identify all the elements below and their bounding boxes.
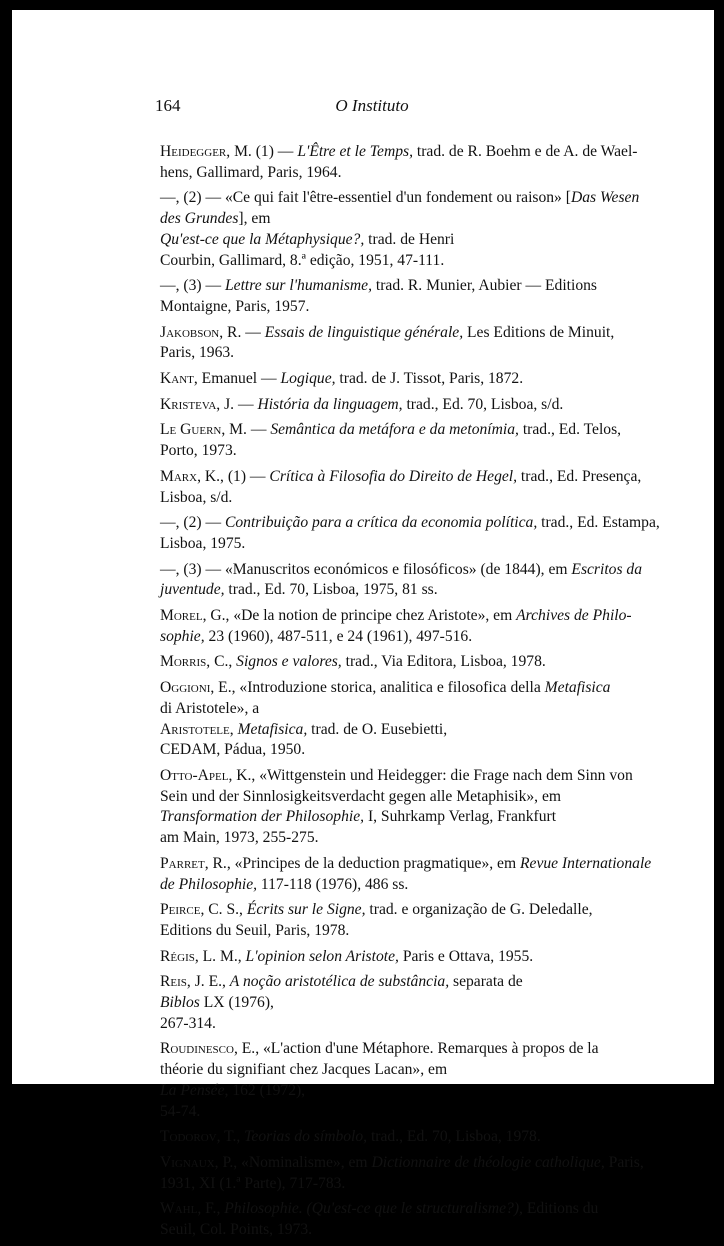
entry-text: théorie du signifiant chez Jacques Lacan», em	[160, 1061, 448, 1079]
entry-line	[160, 467, 642, 488]
entry-line	[160, 1102, 626, 1123]
entry-text: Montaigne, Paris, 1957.	[160, 297, 310, 315]
entry-line	[160, 1199, 626, 1220]
entry-line	[160, 343, 626, 364]
entry-line	[160, 230, 626, 251]
entry-line	[160, 488, 626, 509]
entry-text: trad., Ed. 70, Lisboa, 1975, 81 ss.	[224, 581, 438, 599]
entry-text: trad., Via Editora, Lisboa, 1978.	[341, 653, 546, 671]
entry-title: sophie,	[160, 627, 205, 645]
entry-line	[160, 1127, 626, 1148]
entry-text: , R. —	[219, 323, 265, 341]
entry-title: juventude,	[160, 581, 225, 599]
entry-line	[160, 163, 626, 184]
entry-text: , L. M.,	[194, 947, 246, 965]
entry-title: Metafisica	[544, 679, 611, 697]
bibliography-entry	[160, 947, 626, 968]
entry-text: Paris,	[604, 1153, 644, 1171]
entry-title: Essais de linguistique générale,	[264, 323, 464, 341]
entry-text: Seuil, Col. Points, 1973.	[160, 1221, 313, 1239]
entry-author: Otto-Apel	[160, 766, 229, 784]
entry-author: Morel	[160, 607, 203, 625]
entry-line	[160, 1039, 626, 1060]
entry-author: Régis	[160, 947, 195, 965]
entry-line	[160, 787, 626, 808]
entry-title: Logique,	[280, 370, 336, 388]
entry-title: La Pensée,	[160, 1081, 229, 1099]
entry-title: L'Être et le Temps,	[297, 143, 413, 160]
entry-author: Todorov	[160, 1128, 217, 1146]
entry-title: Escritos da	[571, 560, 643, 578]
entry-title: Qu'est-ce que la Métaphysique?,	[160, 230, 365, 248]
entry-author: Peirce	[160, 901, 201, 919]
entry-title: Lettre sur l'humanisme,	[224, 277, 372, 295]
entry-text: separata de	[449, 973, 523, 991]
entry-text: Les Editions de Minuit,	[463, 323, 615, 341]
entry-author: Marx	[160, 467, 198, 485]
entry-text: , C. S.,	[200, 901, 247, 919]
bibliography-entry	[160, 678, 626, 761]
entry-author: Le Guern	[160, 421, 222, 439]
entry-line	[160, 972, 626, 993]
entry-text: , M. (1) —	[226, 143, 298, 160]
entry-text: trad., Ed. 70, Lisboa, 1978.	[367, 1128, 541, 1146]
page-number: 164	[155, 96, 181, 115]
entry-text: Editions du	[522, 1200, 599, 1218]
bibliography-entry	[160, 395, 626, 416]
entry-title: Transformation der Philosophie,	[160, 808, 365, 826]
entry-text: trad., Ed. Estampa,	[537, 514, 660, 532]
bibliography-entry	[160, 560, 643, 601]
entry-text: Editions du Seuil, Paris, 1978.	[160, 921, 350, 939]
entry-text: Paris e Ottava, 1955.	[398, 947, 534, 965]
entry-text: , R., «Principes de la deduction pragmatique», em	[204, 854, 520, 872]
entry-text: Porto, 1973.	[160, 442, 237, 460]
entry-text: Paris, 1963.	[160, 344, 235, 362]
entry-line	[160, 369, 626, 390]
entry-line	[160, 420, 626, 441]
entry-text: Lisboa, 1975.	[160, 534, 246, 552]
entry-line	[160, 297, 626, 318]
entry-title: Écrits sur le Signe,	[246, 901, 366, 919]
bibliography-entry	[160, 972, 626, 1034]
entry-title: Signos e valores,	[236, 653, 342, 671]
entry-line	[160, 699, 626, 720]
entry-line	[160, 188, 640, 209]
entry-author: Jakobson	[160, 323, 220, 341]
entry-author: Wahl	[160, 1200, 198, 1218]
bibliography-entry	[160, 606, 632, 647]
entry-title: Revue Internationale	[520, 854, 652, 872]
bibliography-entry	[160, 513, 660, 554]
bibliography-entry	[160, 900, 626, 941]
entry-text: —, (2) —	[160, 514, 225, 532]
running-title: O Instituto	[335, 96, 409, 115]
entry-line	[160, 828, 626, 849]
entry-title: A noção aristotélica de substância,	[229, 973, 450, 991]
entry-text: trad. de J. Tissot, Paris, 1872.	[335, 370, 524, 388]
entry-text: 267-314.	[160, 1014, 216, 1032]
entry-text: trad. de O. Eusebietti,	[307, 720, 448, 738]
entry-line	[160, 875, 626, 896]
entry-text: LX (1976),	[199, 994, 274, 1012]
document-page	[12, 10, 714, 1239]
entry-text: trad. de R. Boehm e de A. de Wael-	[412, 143, 638, 160]
bibliography-entry	[160, 1153, 644, 1194]
bibliography-entry	[160, 323, 626, 364]
entry-line	[160, 678, 626, 699]
entry-line	[160, 1153, 644, 1174]
bibliography-entry	[160, 766, 633, 849]
entry-text: trad., Ed. Presença,	[517, 467, 642, 485]
entry-line	[160, 251, 626, 272]
entry-text: 162 (1972),	[228, 1081, 306, 1099]
entry-author: Vignaux	[160, 1153, 215, 1171]
entry-line	[160, 606, 632, 627]
bibliography-entry	[160, 188, 640, 271]
entry-text: , E., «Introduzione storica, analitica e filosofica della	[210, 679, 545, 697]
entry-line	[160, 276, 626, 297]
entry-text: , F.,	[197, 1200, 225, 1218]
entry-author: Kant	[160, 370, 194, 388]
entry-text: , E., «L'action d'une Métaphore. Remarques à propos de la	[233, 1040, 599, 1058]
bibliography-entry	[160, 652, 626, 673]
entry-title: Biblos	[160, 994, 200, 1012]
entry-line	[160, 323, 626, 344]
entry-line	[160, 560, 643, 581]
entry-text: , J. —	[216, 395, 258, 413]
entry-text: —, (2) — «Ce qui fait l'être-essentiel d'un fondement ou raison» [	[160, 189, 571, 207]
entry-title: Das Wesen	[570, 189, 640, 207]
entry-title: Semântica da metáfora e da metonímia,	[270, 421, 519, 439]
entry-text: , J. E.,	[186, 973, 230, 991]
entry-text: Lisboa, s/d.	[160, 488, 233, 506]
entry-author: Reis	[160, 973, 187, 991]
entry-line	[160, 395, 626, 416]
entry-author: Oggioni	[160, 679, 211, 697]
entry-text: ], em	[238, 210, 271, 228]
entry-title: Contribuição para a crítica da economia política,	[224, 514, 538, 532]
bibliography-entry	[160, 1039, 626, 1122]
entry-title: Metafisica,	[237, 720, 308, 738]
entry-text: 117-118 (1976), 486 ss.	[257, 875, 409, 893]
entry-text: 1931, XI (1.ª Parte), 717-783.	[160, 1174, 346, 1192]
bibliography-entry	[160, 1127, 626, 1148]
entry-line	[160, 807, 626, 828]
entry-text: , C.,	[206, 653, 237, 671]
entry-text: 54-74.	[160, 1102, 201, 1120]
entry-line	[160, 993, 626, 1014]
entry-line	[160, 534, 626, 555]
entry-line	[160, 1220, 626, 1241]
entry-line	[160, 900, 626, 921]
entry-line	[160, 513, 660, 534]
entry-title: História da linguagem,	[257, 395, 403, 413]
entry-text: , K., (1) —	[197, 467, 270, 485]
entry-text: I, Suhrkamp Verlag, Frankfurt	[364, 808, 557, 826]
bibliography-entry	[160, 467, 642, 508]
entry-line	[160, 921, 626, 942]
entry-title: Teorias do símbolo,	[244, 1128, 368, 1146]
bibliography-entry	[160, 276, 626, 317]
entry-line	[160, 1014, 626, 1035]
bibliography-entry	[160, 854, 652, 895]
entry-text: 23 (1960), 487-511, e 24 (1961), 497-516.	[204, 627, 473, 645]
entry-line	[160, 142, 638, 163]
entry-author: Roudinesco	[160, 1040, 234, 1058]
entry-author: Parret	[160, 854, 205, 872]
entry-text: trad. R. Munier, Aubier — Editions	[371, 277, 597, 295]
entry-text: CEDAM, Pádua, 1950.	[160, 741, 306, 759]
entry-author: Morris	[160, 653, 207, 671]
bibliography-entry	[160, 369, 626, 390]
entry-line	[160, 720, 626, 741]
entry-title: des Grundes	[160, 210, 239, 228]
entry-line	[160, 947, 626, 968]
page-header	[12, 96, 714, 120]
entry-line	[160, 1174, 626, 1195]
entry-text: ,	[229, 720, 238, 738]
entry-text: —, (3) —	[160, 277, 225, 295]
entry-text: , P., «Nominalisme», em	[214, 1153, 372, 1171]
entry-author: Kristeva	[160, 395, 217, 413]
bibliography-entry	[160, 420, 626, 461]
entry-title: Archives de Philo-	[516, 607, 632, 625]
bibliography-list	[160, 142, 660, 1246]
bibliography-entry	[160, 1199, 626, 1240]
entry-text: , T.,	[216, 1128, 245, 1146]
entry-text: hens, Gallimard, Paris, 1964.	[160, 163, 342, 181]
entry-text: trad. e organização de G. Deledalle,	[365, 901, 593, 919]
entry-text: di Aristotele», a	[160, 699, 260, 717]
entry-line	[160, 854, 652, 875]
entry-line	[160, 766, 633, 787]
entry-line	[160, 209, 626, 230]
entry-text: trad. de Henri	[364, 230, 455, 248]
entry-text: trad., Ed. Telos,	[518, 421, 622, 439]
entry-title: Crítica à Filosofia do Direito de Hegel,	[269, 467, 518, 485]
entry-title: Philosophie. (Qu'est-ce que le structuralisme?),	[224, 1200, 523, 1218]
entry-line	[160, 740, 626, 761]
cited-author: Aristotele	[160, 720, 230, 738]
bibliography-entry	[160, 142, 638, 183]
entry-text: —, (3) — «Manuscritos económicos e filosóficos» (de 1844), em	[160, 560, 572, 578]
entry-text: Courbin, Gallimard, 8.ª edição, 1951, 47-111.	[160, 251, 445, 269]
entry-author: Heidegger	[160, 143, 227, 160]
entry-text: , Emanuel —	[193, 370, 281, 388]
entry-text: , M. —	[221, 421, 271, 439]
entry-line	[160, 652, 626, 673]
entry-title: Dictionnaire de théologie catholique,	[371, 1153, 605, 1171]
entry-title: de Philosophie,	[160, 875, 258, 893]
entry-text: , G., «De la notion de principe chez Aristote», em	[202, 607, 517, 625]
entry-line	[160, 441, 626, 462]
entry-text: , K., «Wittgenstein und Heidegger: die Frage nach dem Sinn von	[228, 766, 633, 784]
entry-line	[160, 1060, 626, 1081]
entry-text: trad., Ed. 70, Lisboa, s/d.	[402, 395, 564, 413]
entry-line	[160, 1081, 626, 1102]
entry-line	[160, 580, 626, 601]
entry-text: am Main, 1973, 255-275.	[160, 829, 319, 847]
entry-line	[160, 627, 626, 648]
entry-text: Sein und der Sinnlosigkeitsverdacht gegen alle Metaphisik», em	[160, 787, 562, 805]
entry-title: L'opinion selon Aristote,	[245, 947, 399, 965]
